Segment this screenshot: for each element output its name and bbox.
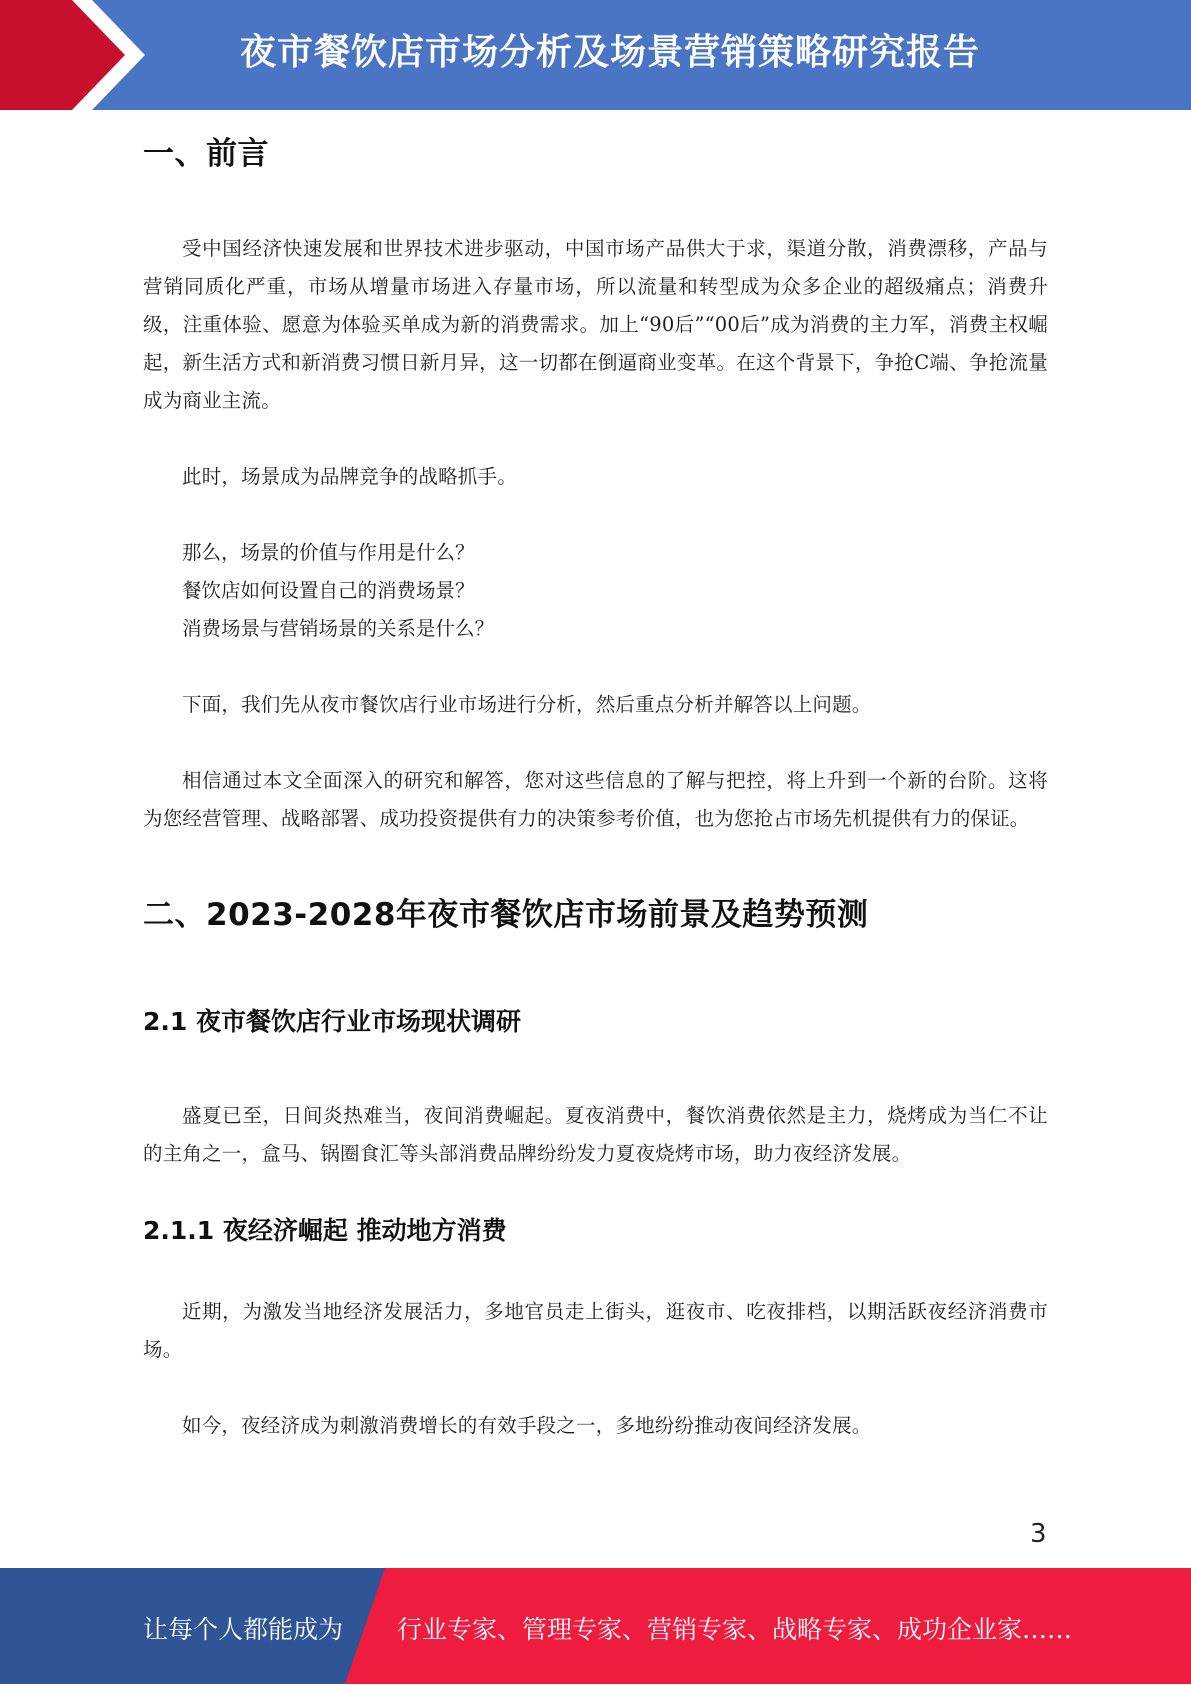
paragraph: 近期，为激发当地经济发展活力，多地官员走上街头，逛夜市、吃夜排档，以期活跃夜经济消费市场。: [143, 1300, 1048, 1361]
subsection-heading: 2.1.1 夜经济崛起 推动地方消费: [143, 1216, 507, 1245]
section-heading-preface: 一、前言: [143, 136, 269, 172]
paragraph: 下面，我们先从夜市餐饮店行业市场进行分析，然后重点分析并解答以上问题。: [182, 693, 872, 716]
document-body: [143, 128, 1048, 1445]
footer-slogan-right: 行业专家、管理专家、营销专家、战略专家、成功企业家……: [397, 1615, 1073, 1644]
paragraph: 如今，夜经济成为刺激消费增长的有效手段之一，多地纷纷推动夜间经济发展。: [182, 1414, 872, 1437]
paragraph: 受中国经济快速发展和世界技术进步驱动，中国市场产品供大于求，渠道分散，消费漂移，产品与营销同质化严重，市场从增量市场进入存量市场，所以流量和转型成为众多企业的超级痛点；消费升级，注重体验、愿意为体验买单成为新的消费需求。加上“90后”“00后”成为消费的主力军，消费主权崛起，新生活方式和新消费习惯日新月异，这一切都在倒逼商业变革。在这个背景下，争抢C端、争抢流量成为商业主流。: [143, 237, 1048, 412]
report-title: 夜市餐饮店市场分析及场景营销策略研究报告: [240, 32, 981, 73]
header-band: [0, 0, 1191, 110]
page-number: 3: [1030, 1519, 1047, 1549]
subsection-heading: 2.1 夜市餐饮店行业市场现状调研: [143, 1007, 521, 1036]
paragraph: 相信通过本文全面深入的研究和解答，您对这些信息的了解与把控，将上升到一个新的台阶。这将为您经营管理、战略部署、成功投资提供有力的决策参考价值，也为您抢占市场先机提供有力的保证。: [143, 769, 1048, 830]
red-chevron-icon: [0, 0, 160, 110]
section-heading-forecast: 二、2023-2028年夜市餐饮店市场前景及趋势预测: [143, 897, 869, 933]
paragraph: 盛夏已至，日间炎热难当，夜间消费崛起。夏夜消费中，餐饮消费依然是主力，烧烤成为当仁不让的主角之一，盒马、锅圈食汇等头部消费品牌纷纷发力夏夜烧烤市场，助力夜经济发展。: [143, 1104, 1048, 1165]
question-line: 消费场景与营销场景的关系是什么？: [182, 617, 495, 640]
paragraph: 此时，场景成为品牌竞争的战略抓手。: [182, 465, 517, 488]
footer-slogan-left: 让每个人都能成为: [143, 1615, 344, 1644]
footer-band: [0, 1568, 1191, 1684]
question-line: 那么，场景的价值与作用是什么？: [182, 541, 475, 564]
question-line: 餐饮店如何设置自己的消费场景？: [182, 579, 475, 602]
